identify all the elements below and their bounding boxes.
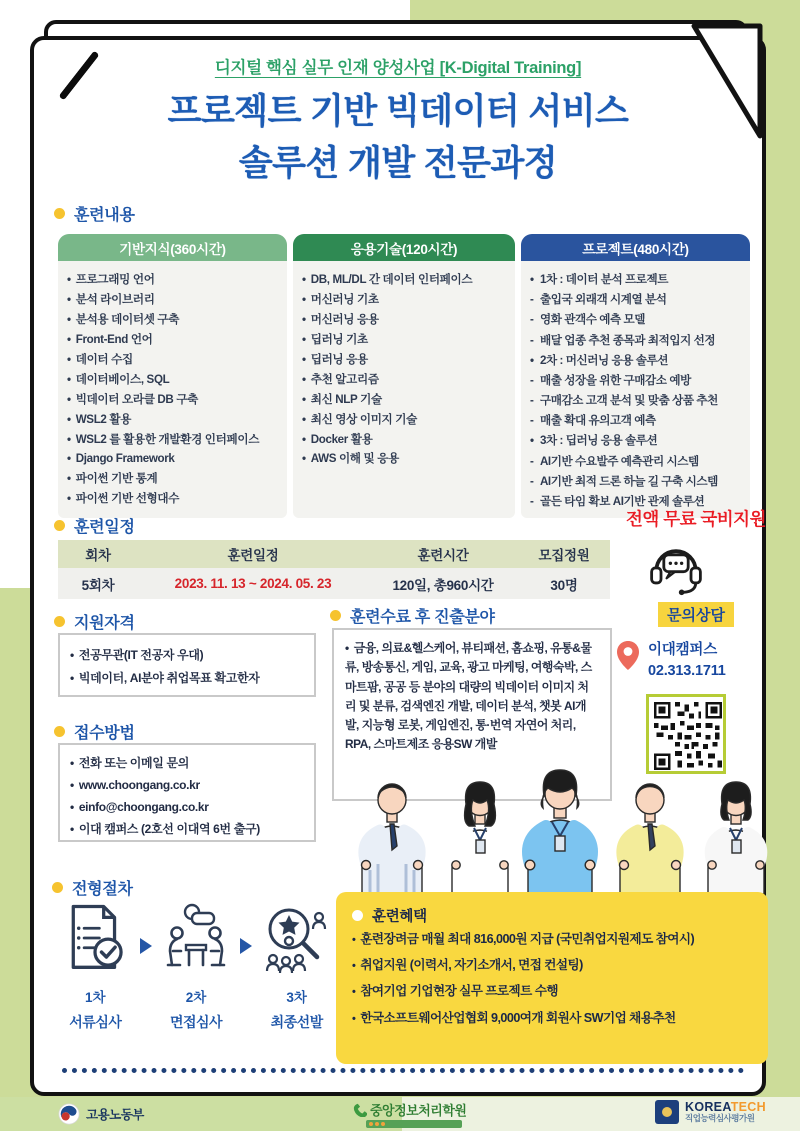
footer-moel-label: 고용노동부 xyxy=(86,1108,144,1122)
section-eligibility-label: 지원자격 xyxy=(74,615,135,632)
koreatech-emblem-icon xyxy=(655,1100,679,1124)
process-step-3 xyxy=(253,900,340,1032)
apply-item[interactable]: • 이대 캠퍼스 (2호선 이대역 6번 출구) xyxy=(70,819,304,841)
bullet-dot-icon xyxy=(352,910,363,921)
curriculum-item: - AI기반 수요발주 예측관리 시스템 xyxy=(530,454,699,468)
koreatech-label-sub: 직업능력심사평가원 xyxy=(685,1113,755,1124)
curriculum-item: • 프로그래밍 언어 xyxy=(67,270,280,290)
campus-phone[interactable]: 02.313.1711 xyxy=(648,663,726,680)
benefits-header xyxy=(352,905,754,926)
curriculum-item: • 파이썬 기반 선형대수 xyxy=(67,489,280,509)
arrow-right-icon xyxy=(240,938,252,954)
curriculum-item: • 분석 라이브러리 xyxy=(67,290,280,310)
program-tagline: 디지털 핵심 실무 인재 양성사업 [K-Digital Training] xyxy=(214,59,582,77)
curriculum-item: • 1차 : 데이터 분석 프로젝트 xyxy=(530,273,668,286)
curriculum-item: • DB, ML/DL 간 데이터 인터페이스 xyxy=(302,270,508,290)
curriculum-item: • WSL2 를 활용한 개발환경 인터페이스 xyxy=(67,430,280,450)
curriculum-item: • 파이썬 기반 통계 xyxy=(67,469,280,489)
curriculum-item: • 데이터 수집 xyxy=(67,350,280,370)
fields-text: • 금융, 의료&헬스케어, 뷰티패션, 홈쇼핑, 유통&물류, 방송통신, 게임, 교육, 광고 마케팅, 여행숙박, 스마트팜, 공공 등 분야의 대량의 빅데이터 이미지 처리 및 분류, 검색엔진 개발, 데이터 분석, 챗봇 AI개발, 지능형 로봇, 게임엔진, 통·번역 자연어 처리, RPA, 스마트제조 응용SW 개발 xyxy=(345,639,599,755)
curriculum-item: • 빅데이터 오라클 DB 구축 xyxy=(67,390,280,410)
curriculum-column-applied-list xyxy=(293,261,515,518)
curriculum-item: • 딥러닝 응용 xyxy=(302,350,508,370)
schedule-table xyxy=(58,540,610,599)
benefits-list xyxy=(352,926,754,1031)
poster-title xyxy=(30,86,766,190)
curriculum-column-project xyxy=(521,234,750,518)
cell-capacity: 30명 xyxy=(550,577,578,593)
footer-academy-subbar xyxy=(366,1120,462,1128)
col-header-round: 회차 xyxy=(85,548,111,563)
col-header-hours: 훈련시간 xyxy=(417,548,469,563)
curriculum-item: • 최신 영상 이미지 기술 xyxy=(302,410,508,430)
curriculum-item: • 3차 : 딥러닝 응용 솔루션 xyxy=(530,434,658,448)
section-fields-label: 훈련수료 후 진출분야 xyxy=(350,609,495,626)
curriculum-item: - 골든 타임 확보 AI기반 관제 솔루션 xyxy=(530,494,705,508)
process-step-number: 1차 xyxy=(85,990,106,1005)
col-header-capacity: 모집정원 xyxy=(538,548,590,563)
campus-name: 이대캠퍼스 xyxy=(648,642,718,658)
curriculum-item: - AI기반 최적 드론 하늘 길 구축 시스템 xyxy=(530,474,718,488)
process-step-name: 서류심사 xyxy=(69,1014,122,1030)
curriculum-item: • Django Framework xyxy=(67,449,280,469)
footer-logo-moel xyxy=(58,1103,144,1125)
location-pin-icon xyxy=(616,640,640,672)
office-workers-illustration xyxy=(332,764,782,894)
process-step-name: 최종선발 xyxy=(270,1014,323,1030)
curriculum-column-project-header: 프로젝트(480시간) xyxy=(521,234,750,261)
poster-title-line1: 프로젝트 기반 빅데이터 서비스 xyxy=(167,92,629,131)
curriculum-item: • 최신 NLP 기술 xyxy=(302,390,508,410)
curriculum-item: • Front-End 언어 xyxy=(67,330,280,350)
schedule-table-header-row xyxy=(58,540,610,568)
section-schedule-header xyxy=(54,514,135,537)
campus-contact xyxy=(648,640,726,682)
cell-hours: 120일, 총960시간 xyxy=(392,577,494,593)
section-apply-label: 접수방법 xyxy=(74,725,135,742)
process-steps xyxy=(52,900,340,1032)
curriculum-item: - 매출 확대 유의고객 예측 xyxy=(530,414,656,428)
bullet-dot-icon xyxy=(54,726,65,737)
curriculum-item: - 매출 성장을 위한 구매감소 예방 xyxy=(530,373,691,387)
curriculum-column-project-list xyxy=(521,261,750,518)
curriculum-item: - 영화 관객수 예측 모델 xyxy=(530,313,646,327)
curriculum-columns xyxy=(58,234,750,518)
apply-item[interactable]: • 전화 또는 이메일 문의 xyxy=(70,753,304,775)
document-check-icon xyxy=(59,900,131,976)
section-process-label: 전형절차 xyxy=(72,881,133,898)
curriculum-column-applied-header: 응용기술(120시간) xyxy=(293,234,515,261)
footer-academy-label: 중앙정보처리학원 xyxy=(370,1103,467,1118)
curriculum-item: • Docker 활용 xyxy=(302,430,508,450)
contact-label: 문의상담 xyxy=(600,602,792,627)
schedule-table-data-row xyxy=(58,568,610,599)
curriculum-item: - 출입국 외래객 시계열 분석 xyxy=(530,293,667,307)
interview-icon xyxy=(160,900,232,976)
curriculum-item: • 분석용 데이터셋 구축 xyxy=(67,310,280,330)
footer-logo-academy xyxy=(352,1100,466,1128)
eligibility-item: • 빅데이터, AI분야 취업목표 확고한자 xyxy=(70,667,304,690)
koreatech-label-main: KOREA xyxy=(685,1100,731,1114)
section-eligibility-header xyxy=(54,610,135,633)
bullet-dot-icon xyxy=(54,520,65,531)
eligibility-box xyxy=(58,633,316,697)
benefits-box xyxy=(336,892,768,1064)
section-curriculum-header xyxy=(54,202,135,225)
curriculum-column-basics-list xyxy=(58,261,287,518)
process-step-number: 3차 xyxy=(286,990,307,1005)
arrow-right-icon xyxy=(140,938,152,954)
curriculum-item: • WSL2 활용 xyxy=(67,410,280,430)
process-step-1 xyxy=(52,900,139,1032)
apply-item[interactable]: • einfo@choongang.co.kr xyxy=(70,797,304,819)
eligibility-item: • 전공무관(IT 전공자 우대) xyxy=(70,644,304,667)
apply-item[interactable]: • www.choongang.co.kr xyxy=(70,775,304,797)
process-step-name: 면접심사 xyxy=(169,1014,223,1030)
curriculum-item: • 머신러닝 기초 xyxy=(302,290,508,310)
poster-title-line2: 솔루션 개발 전문과정 xyxy=(238,143,558,183)
dotted-divider xyxy=(62,1068,744,1073)
footer-logo-koreatech xyxy=(655,1100,766,1124)
curriculum-item: - 배달 업종 추천 종목과 최적입지 선정 xyxy=(530,333,716,347)
curriculum-item: • 데이터베이스, SQL xyxy=(67,370,280,390)
magnifier-star-icon xyxy=(259,900,335,976)
curriculum-column-basics xyxy=(58,234,287,518)
moel-taegeuk-icon xyxy=(58,1103,80,1125)
bullet-dot-icon xyxy=(330,610,341,621)
benefit-item: • 한국소프트웨어산업협회 9,000여개 회원사 SW기업 채용추천 xyxy=(352,1005,754,1031)
benefit-item: • 취업지원 (이력서, 자기소개서, 면접 컨설팅) xyxy=(352,952,754,978)
bullet-dot-icon xyxy=(54,616,65,627)
process-step-2 xyxy=(153,900,240,1032)
cell-round: 5회차 xyxy=(81,577,115,593)
process-step-number: 2차 xyxy=(185,990,207,1005)
curriculum-item: • 머신러닝 응용 xyxy=(302,310,508,330)
phone-icon xyxy=(352,1102,367,1117)
section-process-header xyxy=(52,876,133,899)
free-tuition-notice: 전액 무료 국비지원 xyxy=(626,509,766,529)
qr-code[interactable] xyxy=(646,694,726,774)
curriculum-item: • AWS 이해 및 응용 xyxy=(302,449,508,469)
curriculum-item: • 추천 알고리즘 xyxy=(302,370,508,390)
curriculum-item: • 2차 : 머신러닝 응용 솔루션 xyxy=(530,353,668,367)
section-schedule-label: 훈련일정 xyxy=(74,519,135,536)
koreatech-label-accent: TECH xyxy=(730,1100,766,1114)
col-header-dates: 훈련일정 xyxy=(227,548,279,563)
section-apply-header xyxy=(54,720,135,743)
section-fields-header xyxy=(330,604,495,627)
bullet-dot-icon xyxy=(52,882,63,893)
benefit-item: • 훈련장려금 매월 최대 816,000원 지급 (국민취업지원제도 참여시) xyxy=(352,926,754,952)
benefits-label: 훈련혜택 xyxy=(372,909,427,925)
curriculum-item: • 딥러닝 기초 xyxy=(302,330,508,350)
section-curriculum-label: 훈련내용 xyxy=(74,207,135,224)
apply-box xyxy=(58,743,316,842)
cell-dates: 2023. 11. 13 ~ 2024. 05. 23 xyxy=(174,576,332,591)
curriculum-item: - 구매감소 고객 분석 및 맞춤 상품 추천 xyxy=(530,394,718,408)
curriculum-column-basics-header: 기반지식(360시간) xyxy=(58,234,287,261)
headset-chat-icon xyxy=(646,536,706,598)
curriculum-column-applied xyxy=(293,234,515,518)
bullet-dot-icon xyxy=(54,208,65,219)
benefit-item: • 참여기업 기업현장 실무 프로젝트 수행 xyxy=(352,978,754,1004)
